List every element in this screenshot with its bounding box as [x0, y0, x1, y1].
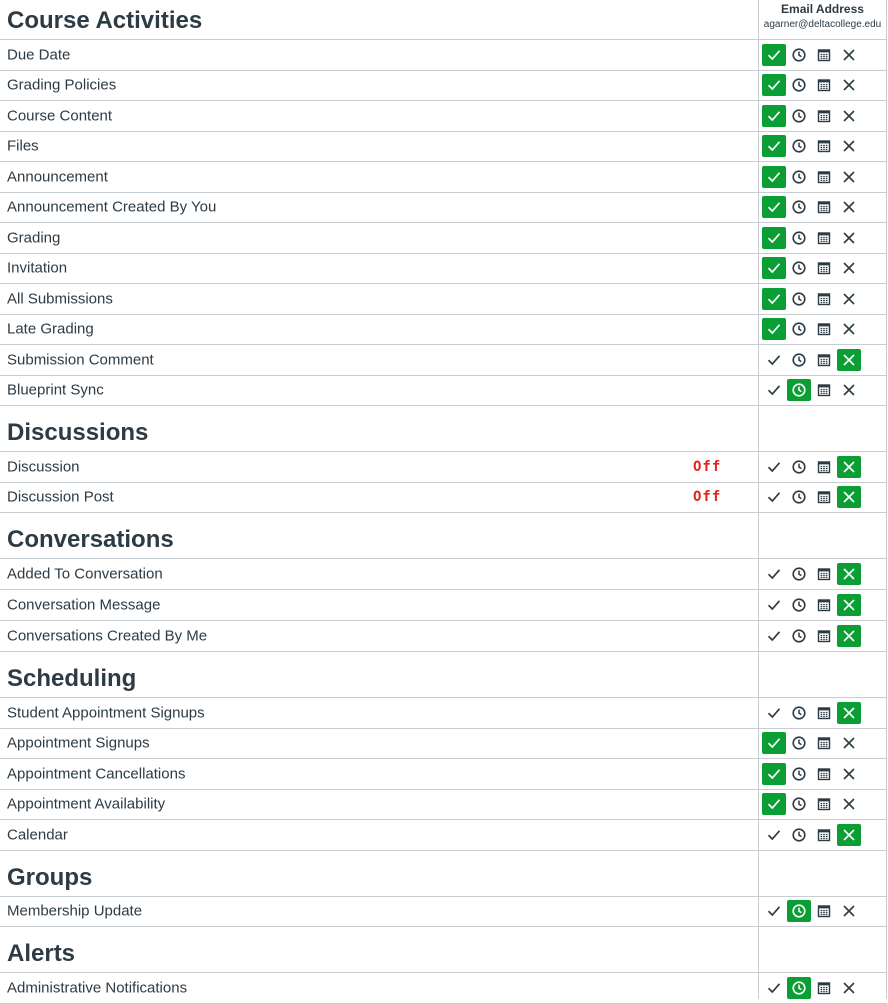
- notification-label: Late Grading: [7, 320, 94, 338]
- notification-row: [0, 729, 887, 760]
- notification-row: [0, 621, 887, 652]
- check-icon: [766, 566, 782, 582]
- clock-icon: [791, 735, 807, 751]
- category-title: Groups: [7, 863, 93, 891]
- option-weekly-button[interactable]: [812, 763, 836, 785]
- option-weekly-button[interactable]: [812, 318, 836, 340]
- option-weekly-button[interactable]: [812, 44, 836, 66]
- status-off-label: Off: [693, 458, 722, 475]
- option-immediately-button[interactable]: [762, 594, 786, 616]
- notification-label: Student Appointment Signups: [7, 704, 205, 722]
- close-icon: [841, 903, 857, 919]
- option-weekly-button[interactable]: [812, 456, 836, 478]
- check-icon: [766, 459, 782, 475]
- close-icon: [841, 628, 857, 644]
- notification-row: [0, 162, 887, 193]
- notification-row: [0, 452, 887, 483]
- option-daily-button[interactable]: [787, 456, 811, 478]
- close-icon: [841, 766, 857, 782]
- check-icon: [766, 980, 782, 996]
- option-weekly-button[interactable]: [812, 824, 836, 846]
- frequency-options: [762, 456, 861, 478]
- option-daily-button[interactable]: [787, 74, 811, 96]
- option-daily-button[interactable]: [787, 379, 811, 401]
- clock-icon: [791, 352, 807, 368]
- frequency-options: [762, 977, 861, 999]
- notification-row: [0, 193, 887, 224]
- close-icon: [841, 230, 857, 246]
- check-icon: [766, 735, 782, 751]
- calendar-icon: [816, 169, 832, 185]
- calendar-icon: [816, 459, 832, 475]
- option-never-button[interactable]: [837, 105, 861, 127]
- clock-icon: [791, 321, 807, 337]
- calendar-icon: [816, 796, 832, 812]
- option-never-button[interactable]: [837, 594, 861, 616]
- calendar-icon: [816, 77, 832, 93]
- notification-label: All Submissions: [7, 290, 113, 308]
- notification-label: Conversation Message: [7, 596, 161, 614]
- option-never-button[interactable]: [837, 196, 861, 218]
- check-icon: [766, 230, 782, 246]
- notification-row: [0, 698, 887, 729]
- option-never-button[interactable]: [837, 824, 861, 846]
- calendar-icon: [816, 628, 832, 644]
- calendar-icon: [816, 108, 832, 124]
- category-header-row: [0, 851, 887, 897]
- notification-label: Invitation: [7, 259, 68, 277]
- close-icon: [841, 321, 857, 337]
- notification-label: Blueprint Sync: [7, 381, 104, 399]
- option-immediately-button[interactable]: [762, 702, 786, 724]
- clock-icon: [791, 766, 807, 782]
- clock-icon: [791, 796, 807, 812]
- calendar-icon: [816, 766, 832, 782]
- notification-label: Appointment Availability: [7, 795, 166, 813]
- frequency-options: [762, 900, 861, 922]
- calendar-icon: [816, 47, 832, 63]
- frequency-options: [762, 166, 861, 188]
- check-icon: [766, 169, 782, 185]
- close-icon: [841, 735, 857, 751]
- category-title: Conversations: [7, 526, 174, 553]
- option-immediately-button[interactable]: [762, 227, 786, 249]
- option-immediately-button[interactable]: [762, 625, 786, 647]
- option-never-button[interactable]: [837, 135, 861, 157]
- clock-icon: [791, 199, 807, 215]
- option-immediately-button[interactable]: [762, 318, 786, 340]
- category-title: Alerts: [7, 940, 76, 967]
- frequency-options: [762, 763, 861, 785]
- clock-icon: [791, 138, 807, 154]
- clock-icon: [791, 705, 807, 721]
- option-weekly-button[interactable]: [812, 379, 836, 401]
- check-icon: [766, 827, 782, 843]
- notification-label: Grading Policies: [7, 76, 117, 94]
- option-weekly-button[interactable]: [812, 702, 836, 724]
- option-daily-button[interactable]: [787, 257, 811, 279]
- option-daily-button[interactable]: [787, 763, 811, 785]
- option-daily-button[interactable]: [787, 824, 811, 846]
- notification-label: Added To Conversation: [7, 565, 163, 583]
- notification-row: [0, 759, 887, 790]
- close-icon: [841, 459, 857, 475]
- calendar-icon: [816, 827, 832, 843]
- notification-label: Discussion Post: [7, 488, 114, 506]
- notification-row: [0, 345, 887, 376]
- frequency-options: [762, 563, 861, 585]
- option-weekly-button[interactable]: [812, 257, 836, 279]
- check-icon: [766, 489, 782, 505]
- clock-icon: [791, 903, 807, 919]
- option-daily-button[interactable]: [787, 105, 811, 127]
- notification-row: [0, 132, 887, 163]
- close-icon: [841, 827, 857, 843]
- close-icon: [841, 352, 857, 368]
- notification-row: [0, 284, 887, 315]
- notification-label: Submission Comment: [7, 351, 154, 369]
- clock-icon: [791, 827, 807, 843]
- category-title: Course Activities: [7, 7, 203, 34]
- option-immediately-button[interactable]: [762, 379, 786, 401]
- option-immediately-button[interactable]: [762, 44, 786, 66]
- frequency-options: [762, 486, 861, 508]
- category-title: Discussions: [7, 419, 149, 446]
- option-daily-button[interactable]: [787, 702, 811, 724]
- calendar-icon: [816, 597, 832, 613]
- option-weekly-button[interactable]: [812, 135, 836, 157]
- option-daily-button[interactable]: [787, 486, 811, 508]
- notification-row: [0, 820, 887, 851]
- notification-row: [0, 483, 887, 514]
- frequency-options: [762, 227, 861, 249]
- frequency-options: [762, 349, 861, 371]
- option-daily-button[interactable]: [787, 318, 811, 340]
- option-weekly-button[interactable]: [812, 732, 836, 754]
- notification-row: [0, 71, 887, 102]
- close-icon: [841, 796, 857, 812]
- frequency-options: [762, 702, 861, 724]
- check-icon: [766, 138, 782, 154]
- notification-row: [0, 559, 887, 590]
- calendar-icon: [816, 382, 832, 398]
- category-header-row: [0, 513, 887, 559]
- frequency-options: [762, 318, 861, 340]
- close-icon: [841, 199, 857, 215]
- calendar-icon: [816, 489, 832, 505]
- calendar-icon: [816, 291, 832, 307]
- frequency-options: [762, 135, 861, 157]
- option-immediately-button[interactable]: [762, 288, 786, 310]
- option-never-button[interactable]: [837, 702, 861, 724]
- check-icon: [766, 766, 782, 782]
- option-never-button[interactable]: [837, 44, 861, 66]
- category-title: Scheduling: [7, 665, 137, 692]
- calendar-icon: [816, 260, 832, 276]
- clock-icon: [791, 459, 807, 475]
- option-immediately-button[interactable]: [762, 732, 786, 754]
- check-icon: [766, 77, 782, 93]
- notification-row: [0, 897, 887, 928]
- clock-icon: [791, 47, 807, 63]
- clock-icon: [791, 77, 807, 93]
- frequency-options: [762, 732, 861, 754]
- option-immediately-button[interactable]: [762, 456, 786, 478]
- close-icon: [841, 566, 857, 582]
- check-icon: [766, 321, 782, 337]
- notification-row: [0, 376, 887, 407]
- clock-icon: [791, 489, 807, 505]
- calendar-icon: [816, 321, 832, 337]
- option-weekly-button[interactable]: [812, 977, 836, 999]
- option-daily-button[interactable]: [787, 625, 811, 647]
- option-never-button[interactable]: [837, 288, 861, 310]
- option-weekly-button[interactable]: [812, 793, 836, 815]
- notification-row: [0, 254, 887, 285]
- check-icon: [766, 597, 782, 613]
- calendar-icon: [816, 352, 832, 368]
- calendar-icon: [816, 705, 832, 721]
- option-weekly-button[interactable]: [812, 74, 836, 96]
- notification-label: Discussion: [7, 458, 80, 476]
- calendar-icon: [816, 903, 832, 919]
- frequency-options: [762, 44, 861, 66]
- check-icon: [766, 291, 782, 307]
- category-header-row: [0, 652, 887, 698]
- option-never-button[interactable]: [837, 732, 861, 754]
- option-immediately-button[interactable]: [762, 793, 786, 815]
- close-icon: [841, 291, 857, 307]
- clock-icon: [791, 566, 807, 582]
- notification-label: Appointment Signups: [7, 734, 150, 752]
- notification-row: [0, 40, 887, 71]
- option-immediately-button[interactable]: [762, 763, 786, 785]
- option-daily-button[interactable]: [787, 732, 811, 754]
- clock-icon: [791, 108, 807, 124]
- option-never-button[interactable]: [837, 486, 861, 508]
- clock-icon: [791, 169, 807, 185]
- option-weekly-button[interactable]: [812, 166, 836, 188]
- option-weekly-button[interactable]: [812, 625, 836, 647]
- clock-icon: [791, 230, 807, 246]
- frequency-options: [762, 288, 861, 310]
- option-daily-button[interactable]: [787, 288, 811, 310]
- option-immediately-button[interactable]: [762, 486, 786, 508]
- option-never-button[interactable]: [837, 763, 861, 785]
- frequency-options: [762, 379, 861, 401]
- notification-label: Due Date: [7, 46, 71, 64]
- option-weekly-button[interactable]: [812, 105, 836, 127]
- option-never-button[interactable]: [837, 74, 861, 96]
- option-daily-button[interactable]: [787, 196, 811, 218]
- option-weekly-button[interactable]: [812, 196, 836, 218]
- option-immediately-button[interactable]: [762, 977, 786, 999]
- calendar-icon: [816, 980, 832, 996]
- option-daily-button[interactable]: [787, 900, 811, 922]
- check-icon: [766, 352, 782, 368]
- category-header-row: [0, 406, 887, 452]
- email-column-header: Email Address: [781, 2, 864, 16]
- close-icon: [841, 108, 857, 124]
- calendar-icon: [816, 199, 832, 215]
- option-weekly-button[interactable]: [812, 288, 836, 310]
- option-immediately-button[interactable]: [762, 196, 786, 218]
- option-immediately-button[interactable]: [762, 563, 786, 585]
- option-daily-button[interactable]: [787, 227, 811, 249]
- option-weekly-button[interactable]: [812, 349, 836, 371]
- category-header-row: [0, 0, 887, 40]
- clock-icon: [791, 291, 807, 307]
- check-icon: [766, 796, 782, 812]
- notification-row: [0, 315, 887, 346]
- option-daily-button[interactable]: [787, 44, 811, 66]
- option-weekly-button[interactable]: [812, 563, 836, 585]
- close-icon: [841, 597, 857, 613]
- option-weekly-button[interactable]: [812, 594, 836, 616]
- option-never-button[interactable]: [837, 257, 861, 279]
- notification-label: Files: [7, 137, 39, 155]
- notification-label: Membership Update: [7, 902, 143, 920]
- close-icon: [841, 169, 857, 185]
- clock-icon: [791, 628, 807, 644]
- calendar-icon: [816, 230, 832, 246]
- notification-label: Conversations Created By Me: [7, 627, 208, 645]
- option-immediately-button[interactable]: [762, 257, 786, 279]
- close-icon: [841, 47, 857, 63]
- frequency-options: [762, 824, 861, 846]
- option-daily-button[interactable]: [787, 563, 811, 585]
- option-never-button[interactable]: [837, 900, 861, 922]
- status-off-label: Off: [693, 489, 722, 506]
- notification-row: [0, 101, 887, 132]
- check-icon: [766, 108, 782, 124]
- notification-label: Administrative Notifications: [7, 979, 188, 997]
- close-icon: [841, 705, 857, 721]
- option-never-button[interactable]: [837, 625, 861, 647]
- notification-label: Grading: [7, 229, 61, 247]
- notification-label: Appointment Cancellations: [7, 765, 186, 783]
- email-address: agarner@deltacollege.edu: [763, 19, 882, 30]
- option-daily-button[interactable]: [787, 594, 811, 616]
- check-icon: [766, 382, 782, 398]
- check-icon: [766, 47, 782, 63]
- option-weekly-button[interactable]: [812, 486, 836, 508]
- notification-label: Course Content: [7, 107, 113, 125]
- calendar-icon: [816, 566, 832, 582]
- frequency-options: [762, 594, 861, 616]
- close-icon: [841, 260, 857, 276]
- calendar-icon: [816, 138, 832, 154]
- close-icon: [841, 382, 857, 398]
- clock-icon: [791, 597, 807, 613]
- clock-icon: [791, 980, 807, 996]
- clock-icon: [791, 382, 807, 398]
- option-never-button[interactable]: [837, 456, 861, 478]
- option-never-button[interactable]: [837, 379, 861, 401]
- frequency-options: [762, 74, 861, 96]
- close-icon: [841, 489, 857, 505]
- category-header-row: [0, 927, 887, 973]
- frequency-options: [762, 105, 861, 127]
- option-immediately-button[interactable]: [762, 135, 786, 157]
- clock-icon: [791, 260, 807, 276]
- option-never-button[interactable]: [837, 793, 861, 815]
- option-never-button[interactable]: [837, 166, 861, 188]
- option-never-button[interactable]: [837, 349, 861, 371]
- option-weekly-button[interactable]: [812, 227, 836, 249]
- frequency-options: [762, 793, 861, 815]
- option-daily-button[interactable]: [787, 349, 811, 371]
- check-icon: [766, 903, 782, 919]
- check-icon: [766, 628, 782, 644]
- option-weekly-button[interactable]: [812, 900, 836, 922]
- notification-label: Announcement: [7, 168, 108, 186]
- calendar-icon: [816, 735, 832, 751]
- option-immediately-button[interactable]: [762, 166, 786, 188]
- notification-row: [0, 790, 887, 821]
- notification-row: [0, 223, 887, 254]
- notification-row: [0, 590, 887, 621]
- frequency-options: [762, 625, 861, 647]
- option-daily-button[interactable]: [787, 135, 811, 157]
- option-never-button[interactable]: [837, 977, 861, 999]
- close-icon: [841, 980, 857, 996]
- option-daily-button[interactable]: [787, 977, 811, 999]
- option-immediately-button[interactable]: [762, 74, 786, 96]
- option-immediately-button[interactable]: [762, 105, 786, 127]
- option-immediately-button[interactable]: [762, 900, 786, 922]
- option-never-button[interactable]: [837, 563, 861, 585]
- frequency-options: [762, 196, 861, 218]
- check-icon: [766, 260, 782, 276]
- notification-label: Announcement Created By You: [7, 198, 217, 216]
- check-icon: [766, 705, 782, 721]
- frequency-options: [762, 257, 861, 279]
- check-icon: [766, 199, 782, 215]
- notification-label: Calendar: [7, 826, 68, 844]
- option-immediately-button[interactable]: [762, 824, 786, 846]
- option-daily-button[interactable]: [787, 793, 811, 815]
- option-never-button[interactable]: [837, 227, 861, 249]
- option-never-button[interactable]: [837, 318, 861, 340]
- close-icon: [841, 138, 857, 154]
- close-icon: [841, 77, 857, 93]
- option-immediately-button[interactable]: [762, 349, 786, 371]
- option-daily-button[interactable]: [787, 166, 811, 188]
